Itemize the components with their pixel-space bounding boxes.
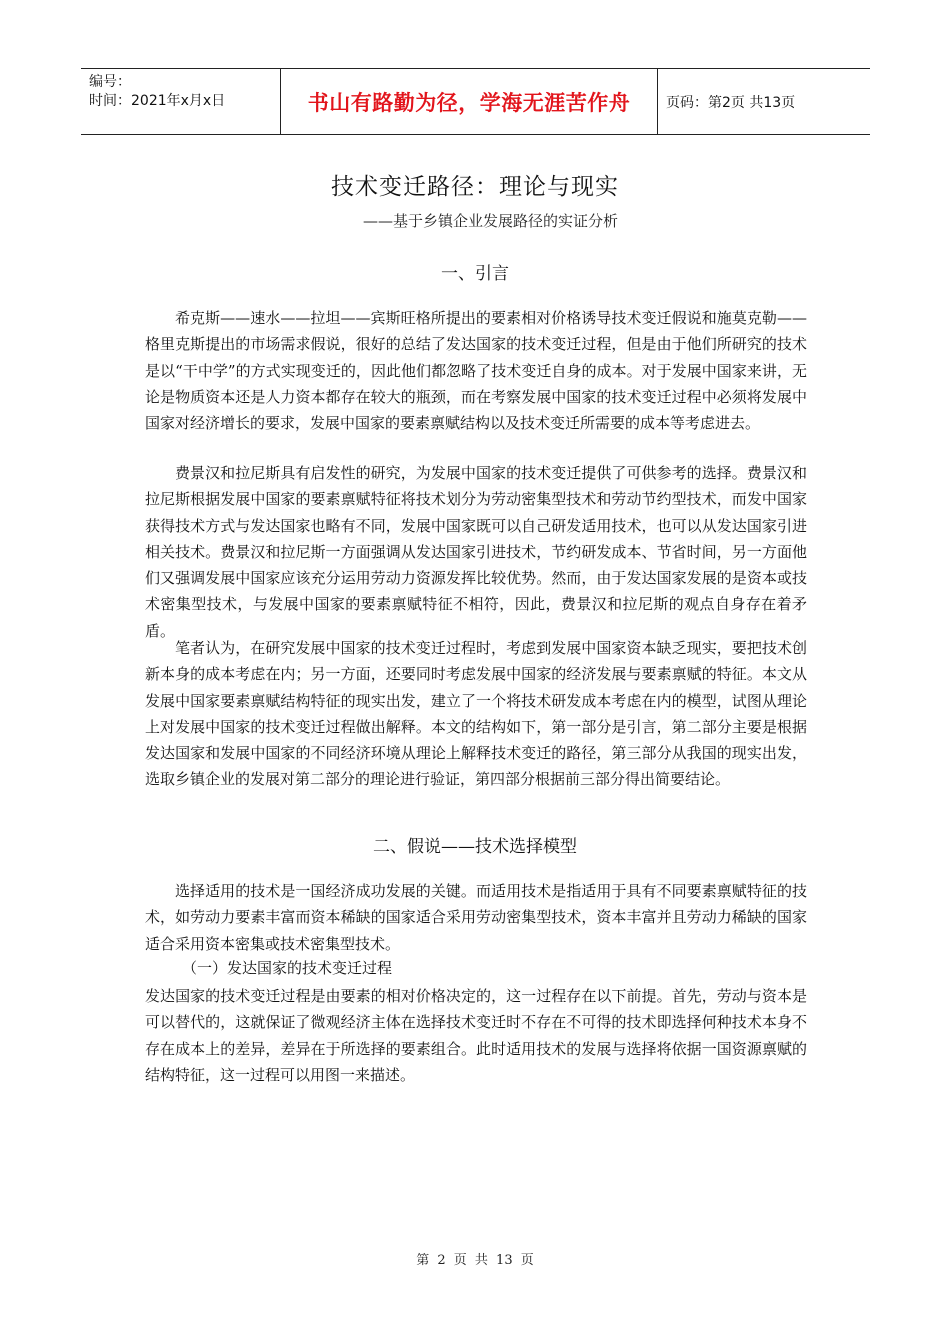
hypothesis-paragraph: 选择适用的技术是一国经济成功发展的关键。而适用技术是指适用于具有不同要素禀赋特征的技术，如劳动力要素丰富而资本稀缺的国家适合采用劳动密集型技术，资本丰富并且劳动力稀缺的国家适合采用资本密集或技术密集型技术。 bbox=[145, 882, 807, 953]
document-subtitle: ——基于乡镇企业发展路径的实证分析 bbox=[363, 212, 619, 230]
intro-paragraph-2: 费景汉和拉尼斯具有启发性的研究，为发展中国家的技术变迁提供了可供参考的选择。费景汉和拉尼斯根据发展中国家的要素禀赋特征将技术划分为劳动密集型技术和劳动节约型技术，而发中国家获得技术方式与发达国家也略有不同，发展中国家既可以自己研发适用技术，也可以从发达国家引进相关技术。费景汉和拉尼斯一方面强调从发达国家引进技术，节约研发成本、节省时间，另一方面他们又强调发展中国家应该充分运用劳动力资源发挥比较优势。然而，由于发达国家发展的是资本或技术密集型技术，与发展中国家的要素禀赋特征不相符，因此，费景汉和拉尼斯的观点自身存在着矛盾。 bbox=[145, 464, 807, 640]
document-title: 技术变迁路径：理论与现实 bbox=[331, 174, 619, 200]
section-heading-introduction: 一、引言 bbox=[441, 264, 509, 284]
document-time-label: 时间：2021年x月x日 bbox=[89, 93, 226, 109]
header-meta-cell bbox=[81, 69, 281, 134]
header-table bbox=[81, 68, 870, 135]
developed-countries-paragraph: 发达国家的技术变迁过程是由要素的相对价格决定的，这一过程存在以下前提。首先，劳动与资本是可以替代的，这就保证了微观经济主体在选择技术变迁时不存在不可得的技术即选择何种技术本身不存在成本上的差异，差异在于所选择的要素组合。此时适用技术的发展与选择将依据一国资源禀赋的结构特征，这一过程可以用图一来描述。 bbox=[145, 987, 807, 1084]
section-heading-hypothesis: 二、假说——技术选择模型 bbox=[373, 837, 577, 857]
subsection-heading-developed-countries: （一）发达国家的技术变迁过程 bbox=[182, 959, 393, 977]
header-page-info: 页码：第2页 共13页 bbox=[666, 94, 796, 111]
page-footer: 第 2 页 共 13 页 bbox=[416, 1253, 534, 1268]
intro-paragraph-1: 希克斯——速水——拉坦——宾斯旺格所提出的要素相对价格诱导技术变迁假说和施莫克勒——格里克斯提出的市场需求假说，很好的总结了发达国家的技术变迁过程，但是由于他们所研究的技术是以“干中学”的方式实现变迁的，因此他们都忽略了技术变迁自身的成本。对于发展中国家来讲，无论是物质资本还是人力资本都存在较大的瓶颈，而在考察发展中国家的技术变迁过程中必须将发展中国家对经济增长的要求，发展中国家的要素禀赋结构以及技术变迁所需要的成本等考虑进去。 bbox=[145, 309, 807, 433]
intro-paragraph-3: 笔者认为，在研究发展中国家的技术变迁过程时，考虑到发展中国家资本缺乏现实，要把技术创新本身的成本考虑在内；另一方面，还要同时考虑发展中国家的经济发展与要素禀赋的特征。本文从发展中国家要素禀赋结构特征的现实出发，建立了一个将技术研发成本考虑在内的模型，试图从理论上对发展中国家的技术变迁过程做出解释。本文的结构如下，第一部分是引言，第二部分主要是根据发达国家和发展中国家的不同经济环境从理论上解释技术变迁的路径，第三部分从我国的现实出发，选取乡镇企业的发展对第二部分的理论进行验证，第四部分根据前三部分得出简要结论。 bbox=[145, 639, 807, 789]
document-number-label: 编号： bbox=[89, 74, 131, 90]
header-motto: 书山有路勤为径，学海无涯苦作舟 bbox=[281, 69, 658, 134]
